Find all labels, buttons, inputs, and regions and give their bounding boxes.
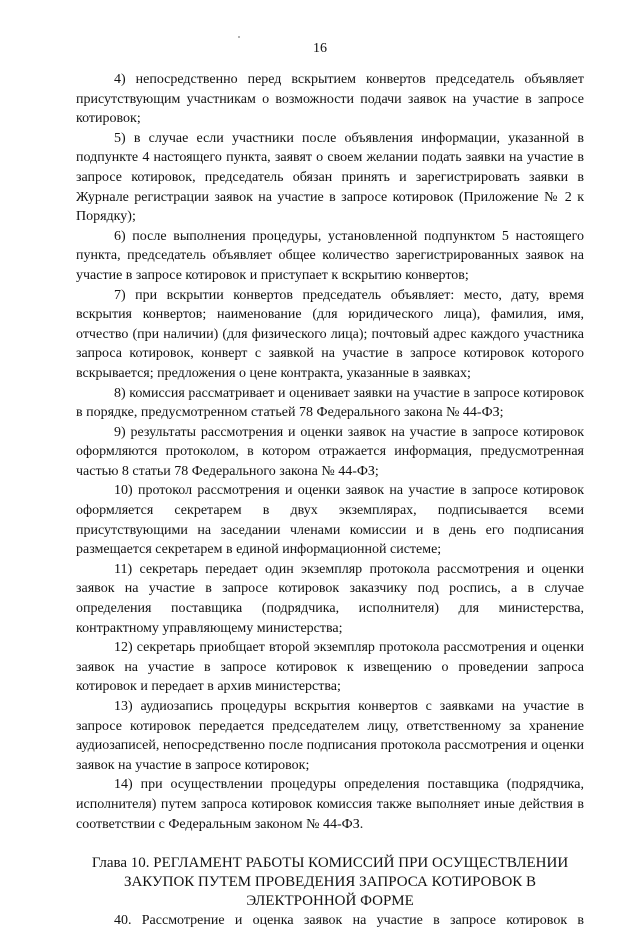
paragraph-item-7: 7) при вскрытии конвертов председатель объявляет: место, дату, время вскрытия конвертов; наименование (для юридического лица), фамилия, имя, отчество (при наличии) (для физического лица); почтовый адрес каждого участника запроса котировок, конверт с заявкой на участие в запросе котировок которого вскрывается; предложения о цене контракта, указанные в заявках; [76,287,584,381]
paragraph-item-9: 9) результаты рассмотрения и оценки заявок на участие в запросе котировок оформляются протоколом, в котором отражается информация, предусмотренная частью 8 статьи 78 Федерального закона № 44-ФЗ; [76,424,584,479]
paragraph-item-14: 14) при осуществлении процедуры определения поставщика (подрядчика, исполнителя) путем запроса котировок комиссия также выполняет иные действия в соответствии с Федеральным законом № 44-ФЗ. [76,777,584,832]
paragraph-40: 40. Рассмотрение и оценка заявок на участие в запросе котировок в [114,913,584,929]
paragraph-item-11: 11) секретарь передает один экземпляр протокола рассмотрения и оценки заявок на участие в запросе котировок заказчику под роспись, а в случае определения поставщика (подрядчика, исполнителя) для министерства, контрактному управляющему министерства; [76,561,584,636]
paragraph-item-4: 4) непосредственно перед вскрытием конвертов председатель объявляет присутствующим участникам о возможности подачи заявок на участие в запросе котировок; [76,72,584,127]
paragraph-item-13: 13) аудиозапись процедуры вскрытия конвертов с заявками на участие в запросе котировок передается председателем лицу, ответственному за хранение аудиозаписей, непосредственно после подписания протокола рассмотрения и оценки заявок на участие в запросе котировок; [76,699,584,773]
page-number: 16 [313,41,327,56]
paragraph-item-12: 12) секретарь приобщает второй экземпляр протокола рассмотрения и оценки заявок на участие в запросе котировок к извещению о проведении запроса котировок и передает в архив министерства; [76,640,584,695]
paragraph-item-6: 6) после выполнения процедуры, установленной подпунктом 5 настоящего пункта, председатель объявляет общее количество зарегистрированных заявок на участие в запросе котировок и приступает к вскрытию конвертов; [76,228,584,283]
chapter-heading: Глава 10. РЕГЛАМЕНТ РАБОТЫ КОМИССИЙ ПРИ ОСУЩЕСТВЛЕНИИ ЗАКУПОК ПУТЕМ ПРОВЕДЕНИЯ ЗАПРОСА КОТИРОВОК В ЭЛЕКТРОННОЙ ФОРМЕ [91,855,569,910]
paragraph-item-10: 10) протокол рассмотрения и оценки заявок на участие в запросе котировок оформляется секретарем в двух экземплярах, подписывается всеми присутствующими на заседании членами комиссии и в день его подписания размещается секретарем в единой информационной системе; [76,483,584,558]
document-body [76,70,584,931]
paragraph-item-8: 8) комиссия рассматривает и оценивает заявки на участие в запросе котировок в порядке, предусмотренном статьей 78 Федерального закона № 44-ФЗ; [76,385,584,421]
paragraph-item-5: 5) в случае если участники после объявления информации, указанной в подпункте 4 настоящего пункта, заявят о своем желании подать заявки на участие в запросе котировок, председатель обязан принять и зарегистрировать заявки в Журнале регистрации заявок на участие в запросе котировок (Приложение № 2 к Порядку); [76,130,584,225]
scan-artifact [238,36,240,38]
